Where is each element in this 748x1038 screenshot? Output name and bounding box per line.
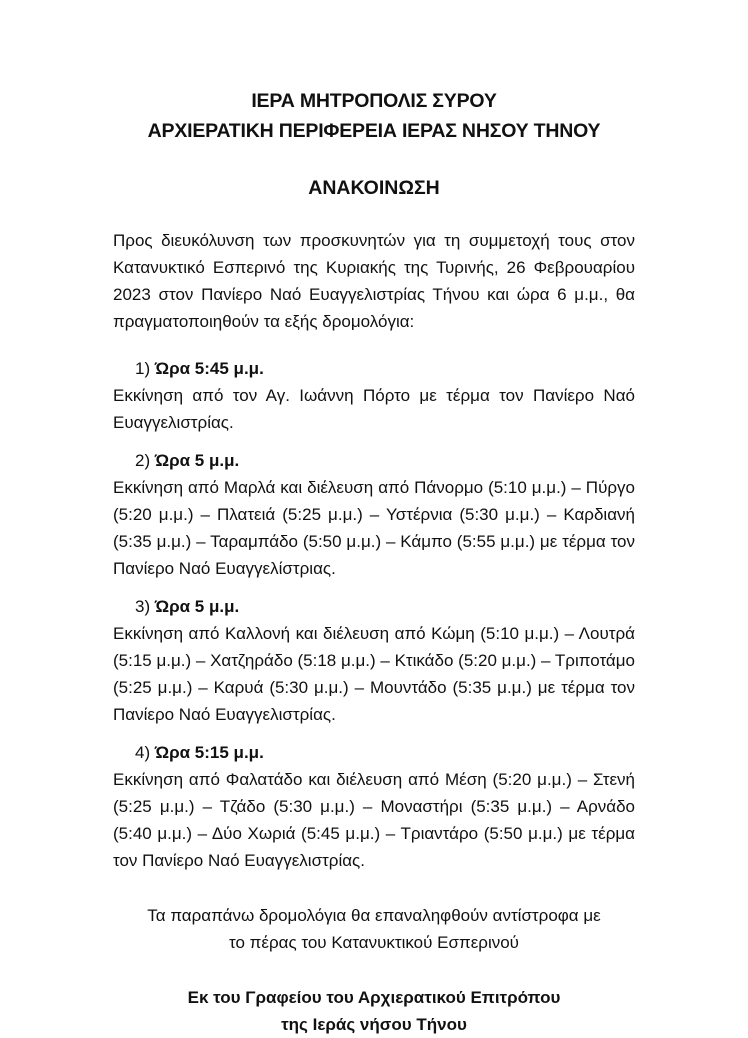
- route-description: Εκκίνηση από Καλλονή και διέλευση από Κώμη (5:10 μ.μ.) – Λουτρά (5:15 μ.μ.) – Χατζηράδο (5:18 μ.μ.) – Κτικάδο (5:20 μ.μ.) – Τριποτάμο (5:25 μ.μ.) – Καρυά (5:30 μ.μ.) – Μουντάδο (5:35 μ.μ.) με τέρμα τον Πανίερο Ναό Ευαγγελιστρίας.: [113, 624, 636, 724]
- route-heading: [113, 355, 635, 382]
- route-number: 2): [135, 451, 151, 470]
- route-number: 4): [135, 743, 151, 762]
- route-number: 3): [135, 597, 151, 616]
- signature-block: [113, 984, 635, 1038]
- intro-paragraph: Προς διευκόλυνση των προσκυνητών για τη συμμετοχή τους στον Κατανυκτικό Εσπερινό της Κυριακής της Τυρινής, 26 Φεβρουαρίου 2023 στον Πανίερο Ναό Ευαγγελιστρίας Τήνου και ώρα 6 μ.μ., θα πραγματοποιηθούν τα εξής δρομολόγια:: [113, 231, 635, 331]
- route-item: [113, 447, 635, 582]
- route-heading: [113, 447, 635, 474]
- return-trip-note-line2: το πέρας του Κατανυκτικού Εσπερινού: [229, 933, 519, 952]
- route-description: Εκκίνηση από τον Αγ. Ιωάννη Πόρτο με τέρμα τον Πανίερο Ναό Ευαγγελιστρίας.: [113, 386, 635, 432]
- return-trip-note-line1: Τα παραπάνω δρομολόγια θα επαναληφθούν αντίστροφα με: [147, 906, 601, 925]
- route-item: [113, 739, 635, 874]
- signature-line2: της Ιεράς νήσου Τήνου: [281, 1015, 467, 1034]
- document-page: [113, 86, 635, 1038]
- header-diocese: ΙΕΡΑ ΜΗΤΡΟΠΟΛΙΣ ΣΥΡΟΥ: [251, 90, 497, 112]
- route-time: Ώρα 5:15 μ.μ.: [154, 743, 264, 762]
- header-district: ΑΡΧΙΕΡΑΤΙΚΗ ΠΕΡΙΦΕΡΕΙΑ ΙΕΡΑΣ ΝΗΣΟΥ ΤΗΝΟΥ: [147, 120, 601, 142]
- route-item: [113, 593, 635, 728]
- route-description: Εκκίνηση από Μαρλά και διέλευση από Πάνορμο (5:10 μ.μ.) – Πύργο (5:20 μ.μ.) – Πλατειά (5:25 μ.μ.) – Υστέρνια (5:30 μ.μ.) – Καρδιανή (5:35 μ.μ.) – Ταραμπάδο (5:50 μ.μ.) – Κάμπο (5:55 μ.μ.) με τέρμα τον Πανίερο Ναό Ευαγγελίστριας.: [113, 478, 635, 578]
- route-time: Ώρα 5 μ.μ.: [154, 451, 240, 470]
- route-time: Ώρα 5:45 μ.μ.: [154, 359, 264, 378]
- route-description: Εκκίνηση από Φαλατάδο και διέλευση από Μέση (5:20 μ.μ.) – Στενή (5:25 μ.μ.) – Τζάδο (5:30 μ.μ.) – Μοναστήρι (5:35 μ.μ.) – Αρνάδο (5:40 μ.μ.) – Δύο Χωριά (5:45 μ.μ.) – Τριαντάρο (5:50 μ.μ.) με τέρμα τον Πανίερο Ναό Ευαγγελιστρίας.: [113, 770, 635, 870]
- route-number: 1): [135, 359, 151, 378]
- route-heading: [113, 593, 635, 620]
- route-heading: [113, 739, 635, 766]
- return-trip-note: [113, 902, 635, 956]
- signature-line1: Εκ του Γραφείου του Αρχιερατικού Επιτρόπου: [187, 988, 561, 1007]
- route-item: [113, 355, 635, 436]
- route-time: Ώρα 5 μ.μ.: [154, 597, 240, 616]
- announcement-title: ΑΝΑΚΟΙΝΩΣΗ: [308, 177, 440, 199]
